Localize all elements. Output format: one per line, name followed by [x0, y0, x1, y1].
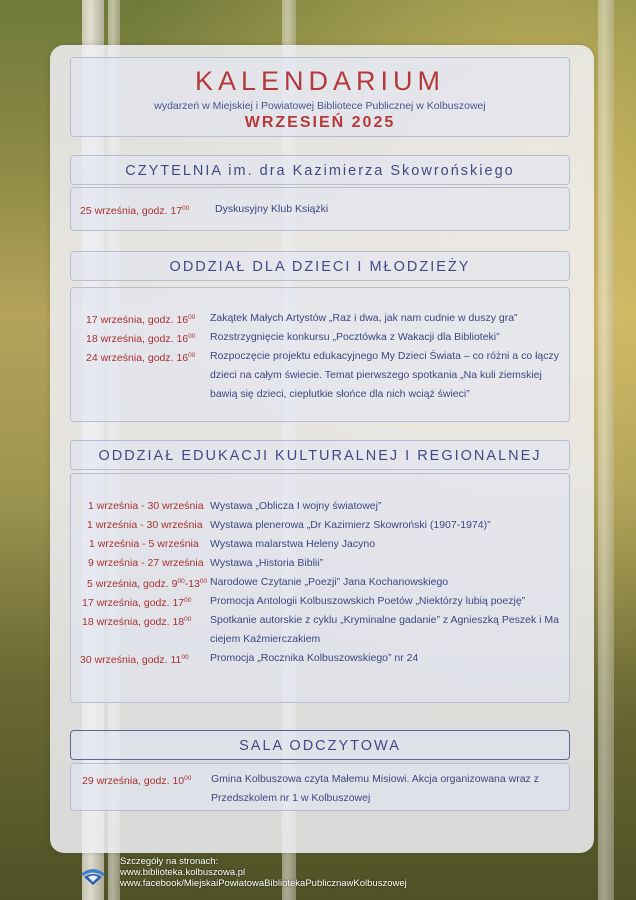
event-row: [86, 328, 195, 348]
event-description: bawią się dzieci, cieplutkie słońce dla nich wciąż świeci”: [210, 388, 470, 400]
section-title: SALA ODCZYTOWA: [239, 738, 401, 754]
month-label: WRZESIEŃ 2025: [244, 114, 396, 131]
event-date: 18 września, godz. $18^{00}$: [82, 616, 192, 628]
event-date: 1 września - 5 września: [89, 538, 199, 550]
event-description: Promocja Antologii Kolbuszowskich Poetów „Niektórzy lubią poezję”: [210, 595, 526, 607]
event-time-minutes: 00: [184, 616, 192, 623]
footer-facebook-link[interactable]: www.facebook/MiejskaiPowiatowaBibliotekaPublicznawKolbuszowej: [120, 878, 407, 889]
event-description: ciejem Kaźmierczakiem: [210, 633, 321, 645]
event-date: 29 września, godz. $10^{00}$: [82, 775, 192, 787]
event-row: [82, 770, 191, 790]
event-description: Gmina Kolbuszowa czyta Małemu Misiowi. Akcja organizowana wraz z: [211, 773, 539, 785]
event-description: Rozstrzygnięcie konkursu „Pocztówka z Wakacji dla Biblioteki”: [210, 331, 500, 343]
event-description: Wystawa „Historia Biblii”: [210, 557, 324, 569]
event-row: [87, 516, 203, 534]
section-title: ODDZIAŁ DLA DZIECI I MŁODZIEŻY: [169, 259, 471, 275]
page-subtitle: wydarzeń w Miejskiej i Powiatowej Bibliotece Publicznej w Kolbuszowej: [154, 100, 486, 112]
section-header-sala: [70, 730, 570, 760]
event-time-minutes: 00: [188, 314, 196, 321]
event-row: [80, 200, 189, 220]
event-date: 17 września, godz. $17^{00}$: [82, 597, 192, 609]
event-row: [80, 649, 189, 669]
event-date: 1 września - 30 września: [87, 519, 203, 531]
event-description: Wystawa malarstwa Heleny Jacyno: [210, 538, 376, 550]
event-time-minutes: 00: [184, 597, 192, 604]
event-time-minutes: 00: [181, 654, 189, 661]
section-header-edukacja: [70, 440, 570, 470]
event-row: [86, 347, 195, 367]
event-description: Przedszkolem nr 1 w Kolbuszowej: [211, 792, 371, 804]
event-description: Wystawa „Oblicza I wojny światowej”: [210, 500, 382, 512]
section-title: CZYTELNIA im. dra Kazimierza Skowrońskiego: [125, 163, 515, 179]
event-description: Narodowe Czytanie „Poezji” Jana Kochanowskiego: [210, 576, 449, 588]
footer-intro: Szczegóły na stronach:: [120, 856, 219, 867]
event-row: [82, 592, 191, 612]
footer-links: [120, 856, 407, 889]
event-time-minutes: 00: [188, 352, 196, 359]
section-header-czytelnia: [70, 155, 570, 185]
event-date: 1 września - 30 września: [88, 500, 204, 512]
event-time-minutes: 00: [184, 775, 192, 782]
event-row: [82, 611, 191, 631]
event-date: 17 września, godz. $16^{00}$: [86, 314, 196, 326]
event-description: Dyskusyjny Klub Książki: [215, 203, 329, 215]
event-date: 25 września, godz. $17^{00}$: [80, 205, 190, 217]
footer-website-link[interactable]: www.biblioteka.kolbuszowa.pl: [120, 867, 246, 878]
section-header-dzieci: [70, 251, 570, 281]
event-time-minutes: 00: [188, 333, 196, 340]
event-time-minutes: 00: [199, 578, 208, 585]
page-title: KALENDARIUM: [194, 66, 446, 96]
event-date: 30 września, godz. $11^{00}$: [80, 654, 189, 666]
birch-trunk: [598, 0, 614, 900]
event-description: Spotkanie autorskie z cyklu „Kryminalne gadanie” z Agnieszką Peszek i Ma: [210, 614, 560, 626]
event-date: 18 września, godz. $16^{00}$: [86, 333, 196, 345]
event-description: Rozpoczęcie projektu edukacyjnego My Dzieci Świata – co różni a co łączy: [210, 350, 559, 362]
library-logo-icon: [80, 866, 106, 886]
event-row: [89, 535, 199, 553]
event-description: dzieci na całym świecie. Temat pierwszego spotkania „Na kuli ziemskiej: [210, 369, 542, 381]
event-date: 9 września - 27 września: [88, 557, 204, 569]
event-time-minutes: 00: [177, 578, 185, 585]
event-description: Wystawa plenerowa „Dr Kazimierz Skowroński (1907-1974)”: [210, 519, 491, 531]
event-row: [88, 554, 204, 572]
section-title: ODDZIAŁ EDUKACJI KULTURALNEJ I REGIONALNEJ: [98, 448, 542, 464]
event-row: [88, 497, 204, 515]
event-time-minutes: 00: [182, 205, 190, 212]
event-row: [86, 309, 195, 329]
event-description: Promocja „Rocznika Kolbuszowskiego” nr 24: [210, 652, 419, 664]
event-date: 24 września, godz. $16^{00}$: [86, 352, 196, 364]
event-date: 5 września, godz. $9^{00}-13^{00}$: [87, 578, 208, 590]
header-box: [70, 57, 570, 137]
event-description: Zakątek Małych Artystów „Raz i dwa, jak nam cudnie w duszy gra”: [210, 312, 518, 324]
event-row: [87, 573, 207, 593]
